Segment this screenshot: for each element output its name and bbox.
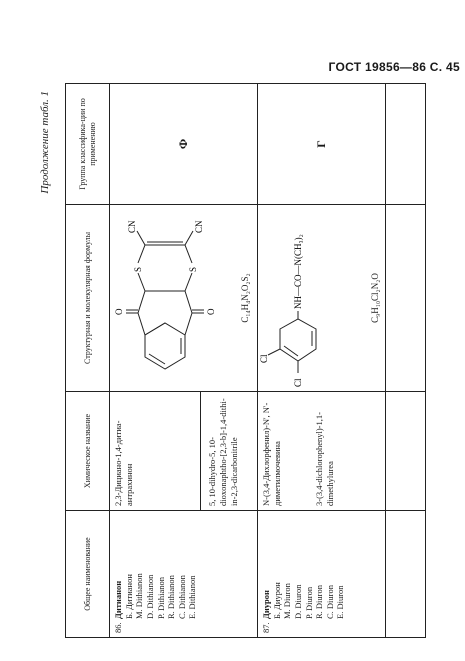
chemical-name-ru: 2,3-Дициано-1,4-дитиа-антрахинон — [113, 420, 134, 506]
structure-cell — [110, 205, 258, 392]
group-cell: Г — [258, 84, 386, 205]
chlorine-label: Cl — [293, 378, 303, 387]
table-row — [386, 84, 426, 638]
row-number: 86. — [113, 622, 123, 633]
oxygen-label: O — [114, 308, 124, 315]
name-variant: D. Dithianon — [144, 574, 155, 619]
chemical-name-en: 3-(3,4-dichlorophenyl)-1,1-dimethylurea — [314, 412, 335, 506]
common-names-cell — [258, 511, 386, 638]
col-header-chemical-name: Химическое название — [66, 392, 110, 511]
name-variant: P. Diuron — [303, 586, 314, 619]
chlorine-label: Cl — [259, 354, 269, 363]
name-variant: Б. Диурон — [271, 582, 282, 619]
sulfur-label: S — [188, 266, 198, 272]
row-number: 87. — [261, 622, 271, 633]
name-variant: M. Diuron — [282, 583, 293, 619]
name-variant: M. Dithianon — [134, 573, 145, 619]
table-row — [110, 84, 258, 638]
name-variant: R. Dithianon — [166, 575, 177, 619]
diuron-structure — [258, 213, 338, 391]
name-variant: E. Dithianon — [187, 575, 198, 619]
name-variant: E. Diuron — [335, 585, 346, 619]
cyano-label: CN — [127, 220, 137, 233]
page-header: ГОСТ 19856—86 С. 45 — [328, 60, 460, 74]
empty-cell — [386, 84, 426, 205]
name-variant: R. Diuron — [314, 585, 325, 619]
name-primary: Дитианон — [113, 580, 123, 619]
continuation-label: Продолжение табл. 1 — [39, 91, 51, 194]
group-cell: Ф — [110, 84, 258, 205]
col-header-group: Группа классифика-ции по применению — [66, 84, 110, 205]
empty-cell — [386, 392, 426, 511]
substance-table — [65, 83, 426, 638]
structure-cell — [258, 205, 386, 392]
common-names-cell — [110, 511, 258, 638]
name-variant: D. Diuron — [292, 584, 303, 619]
name-variant: C. Diuron — [324, 585, 335, 619]
name-variant: C. Dithianon — [176, 575, 187, 619]
cyano-label: CN — [194, 220, 204, 233]
table-row — [258, 84, 386, 638]
name-variant: Б. Дитианон — [123, 574, 134, 619]
molecular-formula: C₉H₁₀Cl₂N₂O — [369, 273, 380, 323]
rotated-table-area — [39, 83, 425, 638]
col-header-formula: Структурная и молекулярная формулы — [66, 205, 110, 392]
chemical-name-cell — [110, 392, 258, 511]
oxygen-label: O — [206, 308, 216, 315]
chemical-name-ru: N-(3,4-Дихлорфенил)-N', N'-диметилмочевина — [261, 402, 282, 506]
name-variant: P. Dithianon — [155, 576, 166, 619]
chemical-name-en: 5, 10-dihydro-5, 10-dioxonaphtho-[2,3-b]-1,4-dithi-in-2,3-dicarbonitrile — [207, 398, 239, 506]
dithianon-structure — [110, 213, 220, 391]
empty-cell — [386, 205, 426, 392]
urea-chain-label: NH—CO—N(CH₃)₂ — [293, 234, 303, 309]
sulfur-label: S — [133, 266, 143, 272]
empty-cell — [386, 511, 426, 638]
chemical-name-cell — [258, 392, 386, 511]
name-primary: Диурон — [261, 590, 271, 619]
molecular-formula: C₁₄H₄N₂O₂S₂ — [239, 273, 250, 323]
col-header-common-name: Общее наименование — [66, 511, 110, 638]
